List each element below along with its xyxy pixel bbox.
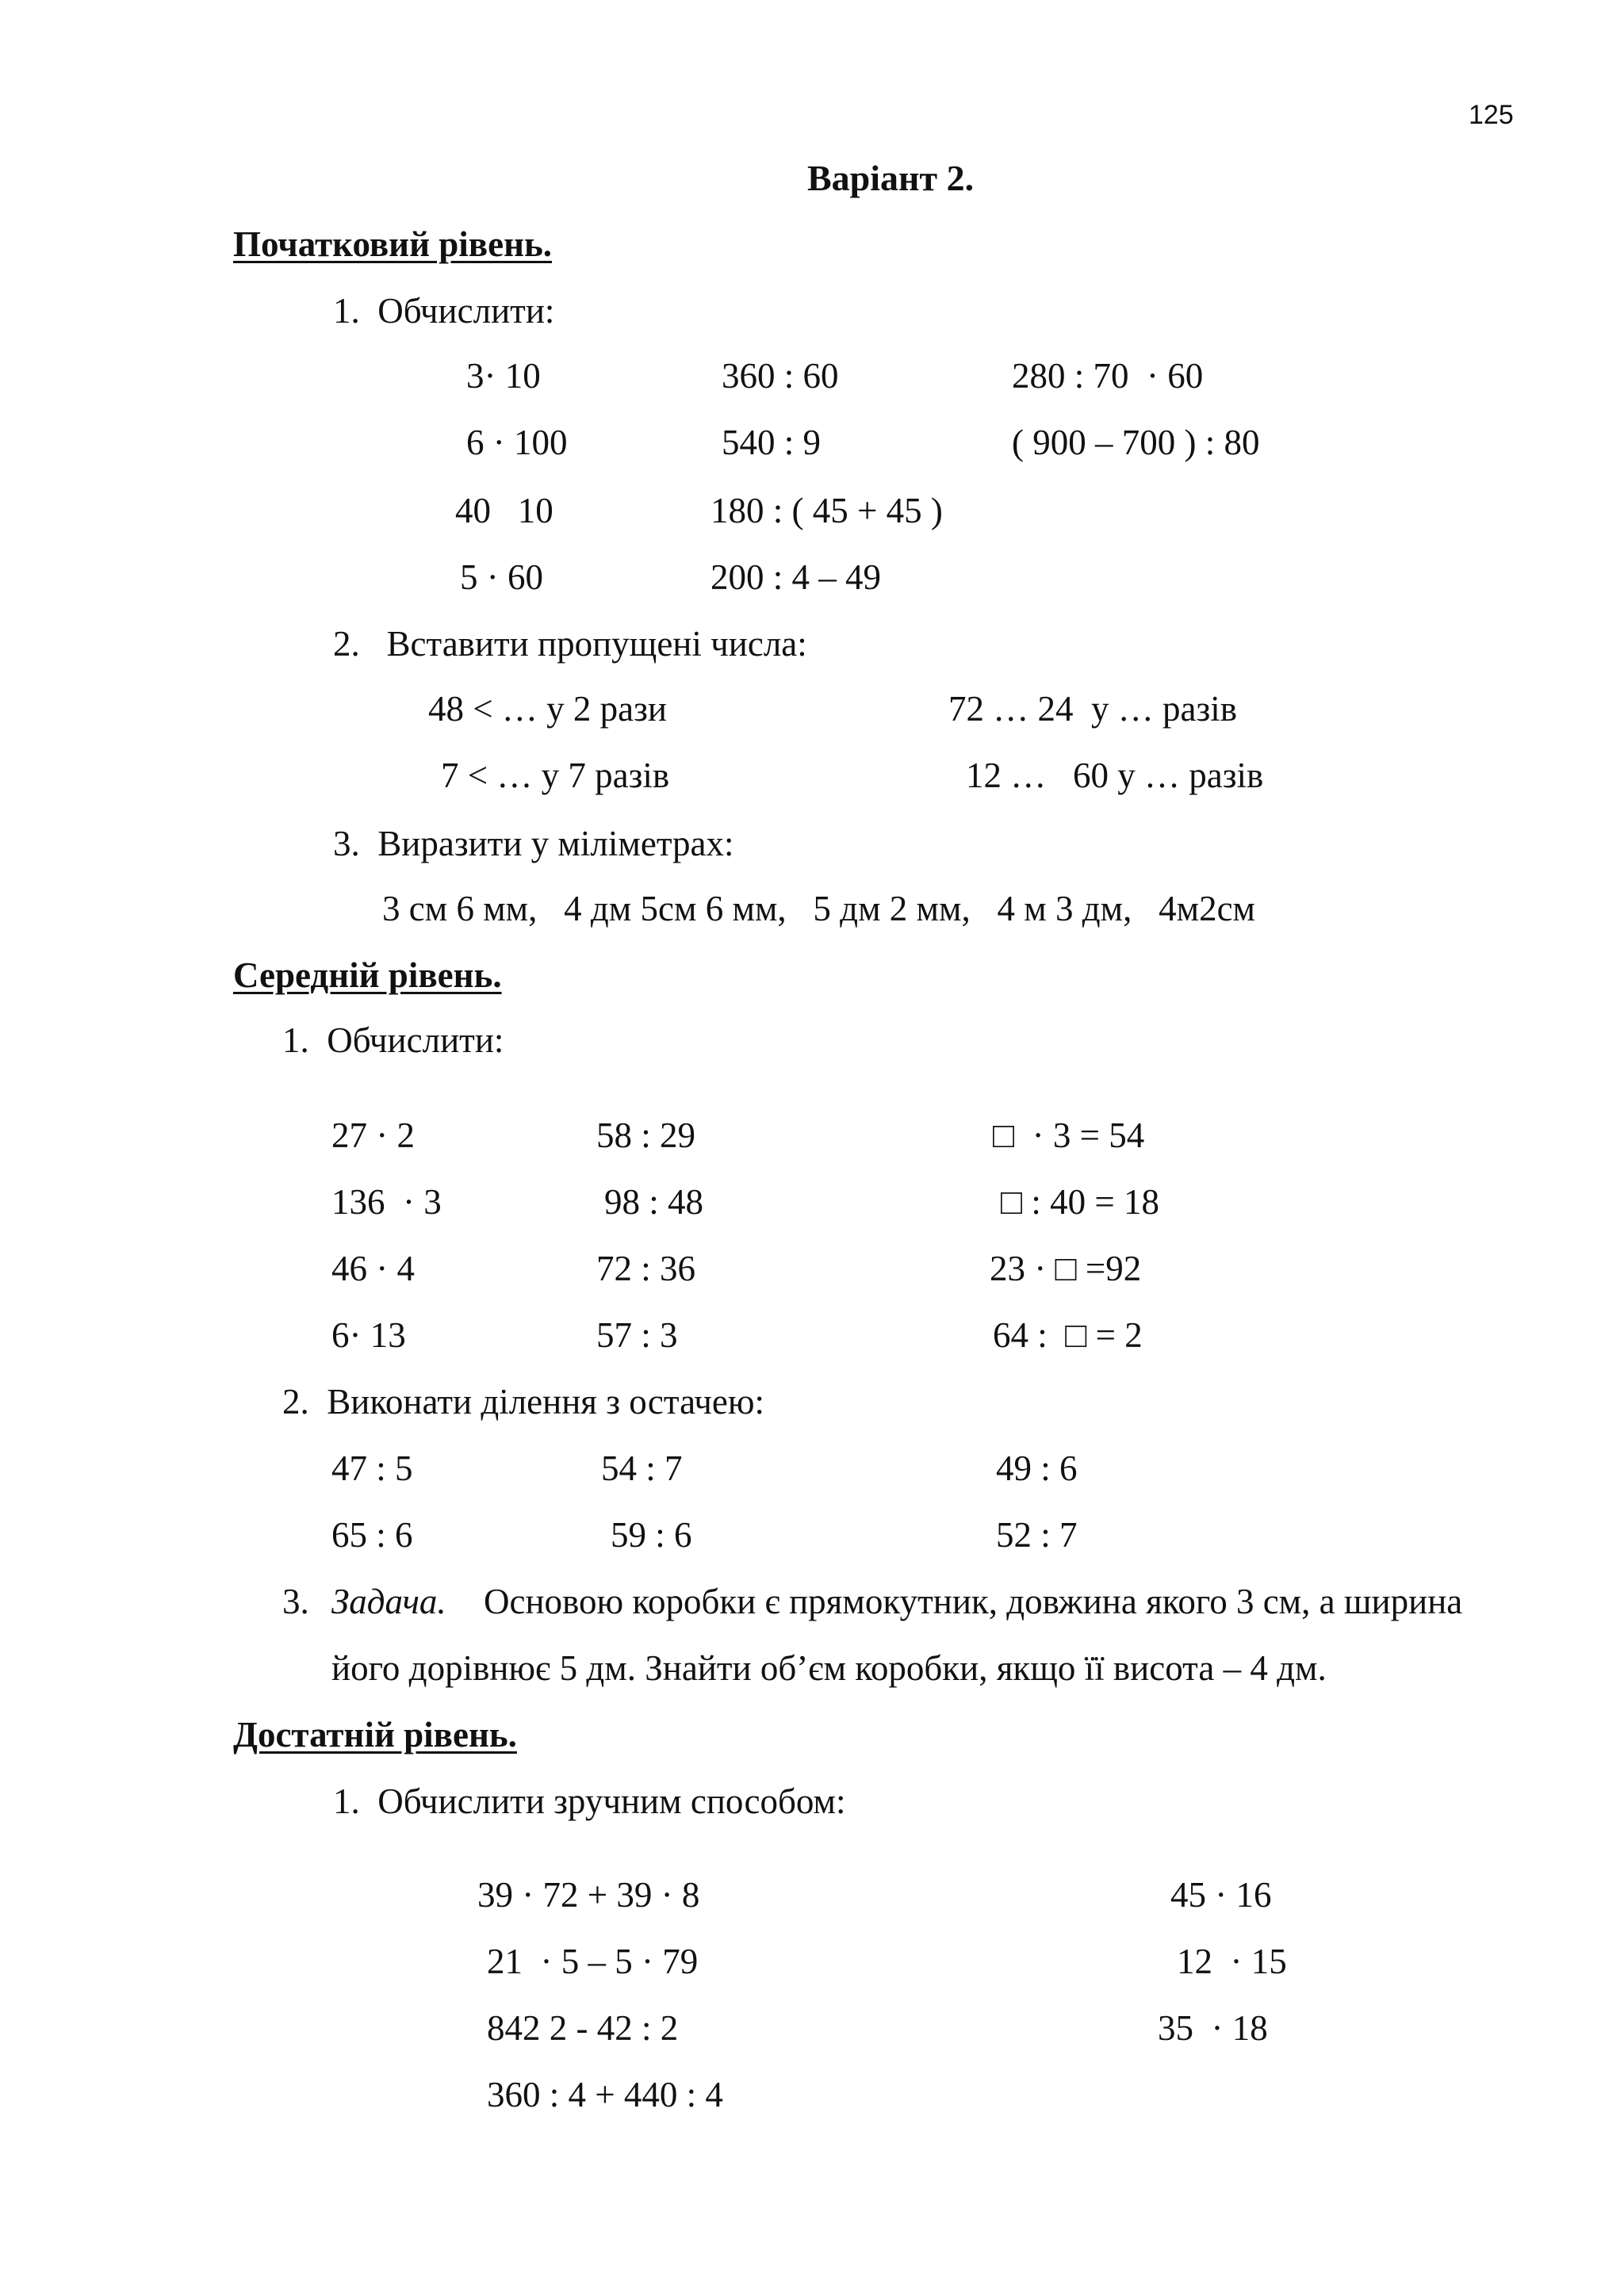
expression: 72 : 36	[596, 1249, 696, 1288]
expression: 49 : 6	[996, 1448, 1078, 1488]
expression: 48 < … у 2 рази	[428, 689, 667, 729]
task-label: 1. Обчислити:	[333, 291, 555, 331]
expression: 12 · 15	[1177, 1942, 1287, 1981]
expression: 12 … 60 у … разів	[966, 756, 1264, 795]
task-label: 1. Обчислити:	[282, 1020, 504, 1060]
section-heading-medium: Середній рівень.	[233, 955, 502, 995]
task-label: 3. Виразити у міліметрах:	[333, 824, 734, 863]
expression: 39 · 72 + 39 · 8	[477, 1875, 700, 1915]
measurements-line: 3 см 6 мм, 4 дм 5см 6 мм, 5 дм 2 мм, 4 м 3 дм, 4м2см	[382, 889, 1256, 928]
task-text-line: його дорівнює 5 дм. Знайти об’єм коробки, якщо її висота – 4 дм.	[331, 1648, 1327, 1688]
expression: ( 900 – 700 ) : 80	[1012, 423, 1260, 462]
expression: 7 < … у 7 разів	[441, 756, 670, 795]
expression: 360 : 60	[722, 356, 839, 396]
expression: 58 : 29	[596, 1115, 696, 1155]
task-label: 1. Обчислити зручним способом:	[333, 1781, 846, 1821]
expression: 842 2 - 42 : 2	[487, 2008, 679, 2048]
expression: 45 · 16	[1170, 1875, 1272, 1915]
expression: 5 · 60	[460, 557, 543, 597]
task-number: 3.	[282, 1582, 309, 1621]
expression: 200 : 4 – 49	[710, 557, 882, 597]
expression: 540 : 9	[722, 423, 822, 462]
task-label: 2. Вставити пропущені числа:	[333, 624, 807, 664]
page-title: Варіант 2.	[807, 158, 975, 198]
expression: 3· 10	[466, 356, 541, 396]
expression: 65 : 6	[331, 1515, 413, 1555]
expression: 23 · □ =92	[990, 1249, 1142, 1288]
task-label: Задача.	[331, 1582, 446, 1621]
expression: □ · 3 = 54	[993, 1115, 1145, 1155]
section-heading-sufficient: Достатній рівень.	[233, 1715, 517, 1755]
expression: 360 : 4 + 440 : 4	[487, 2075, 723, 2114]
expression: 72 … 24 у … разів	[948, 689, 1237, 729]
expression: 180 : ( 45 + 45 )	[710, 491, 943, 530]
expression: 136 · 3	[331, 1182, 442, 1222]
expression: 280 : 70 · 60	[1012, 356, 1204, 396]
expression: 6 · 100	[466, 423, 568, 462]
expression: 6· 13	[331, 1315, 406, 1355]
section-heading-initial: Початковий рівень.	[233, 224, 553, 264]
expression: 35 · 18	[1158, 2008, 1268, 2048]
expression: 98 : 48	[604, 1182, 704, 1222]
expression: 46 · 4	[331, 1249, 415, 1288]
expression: 27 · 2	[331, 1115, 415, 1155]
expression: 52 : 7	[996, 1515, 1078, 1555]
expression: 47 : 5	[331, 1448, 413, 1488]
expression: 64 : □ = 2	[993, 1315, 1143, 1355]
expression: 57 : 3	[596, 1315, 678, 1355]
expression: 59 : 6	[611, 1515, 692, 1555]
expression: □ : 40 = 18	[1001, 1182, 1160, 1222]
page-number: 125	[1469, 100, 1514, 130]
expression: 21 · 5 – 5 · 79	[487, 1942, 699, 1981]
task-text-line: Основою коробки є прямокутник, довжина якого 3 см, а ширина	[484, 1582, 1463, 1621]
expression: 40 10	[455, 491, 553, 530]
expression: 54 : 7	[601, 1448, 683, 1488]
task-label: 2. Виконати ділення з остачею:	[282, 1382, 764, 1422]
